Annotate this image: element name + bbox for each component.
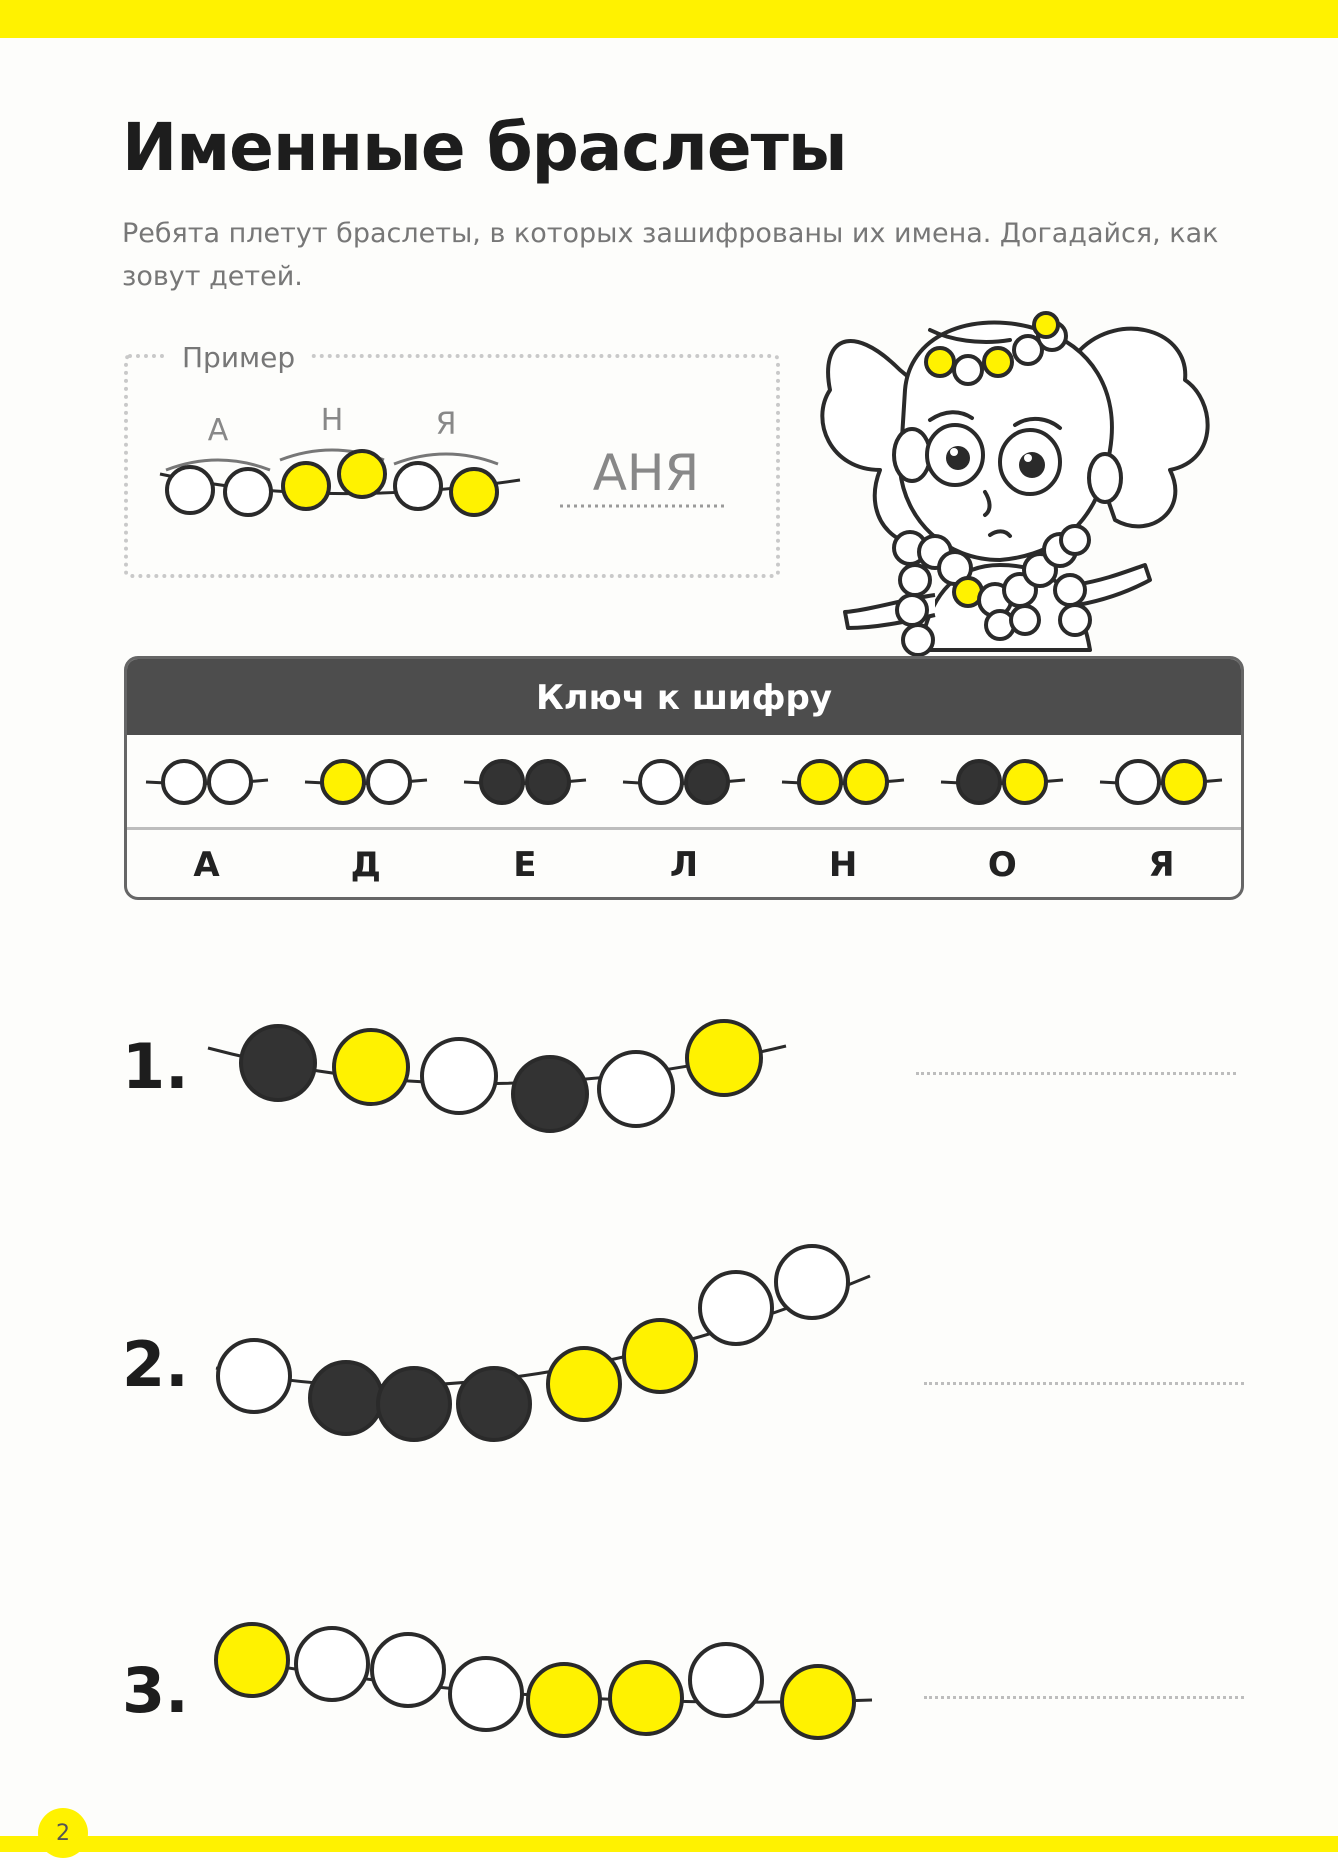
cipher-key-letter-4: Л — [669, 845, 699, 885]
cipher-key-title: Ключ к шифру — [127, 659, 1241, 735]
task-2-string — [216, 1276, 870, 1386]
task-2-bead-2 — [310, 1362, 382, 1434]
cipher-key-pair-5 — [768, 746, 918, 816]
cipher-key-bead — [686, 761, 728, 803]
task-2-bead-6 — [624, 1320, 696, 1392]
cipher-key-cell-3 — [445, 746, 604, 816]
task-3-bead-3 — [372, 1634, 444, 1706]
cipher-key-bead — [958, 761, 1000, 803]
cipher-key-beads-row — [127, 735, 1241, 830]
task-1-bead-1 — [241, 1026, 315, 1100]
cipher-key-letters-row — [127, 830, 1241, 900]
cipher-key-letter-7: Я — [1148, 845, 1175, 885]
cipher-key-bead — [368, 761, 410, 803]
task-2-bead-8 — [776, 1246, 848, 1318]
cipher-key-letter-6: О — [987, 845, 1017, 885]
cipher-key-cell-6 — [923, 746, 1082, 816]
task-1-bracelet — [208, 1021, 786, 1131]
cipher-key-pair-6 — [927, 746, 1077, 816]
task-3-bead-1 — [216, 1624, 288, 1696]
task-2-answer-line[interactable] — [924, 1382, 1244, 1385]
page-description: Ребята плетут браслеты, в которых зашифрованы их имена. Догадайся, как зовут детей. — [122, 218, 1219, 292]
cipher-key-pair-7 — [1086, 746, 1236, 816]
task-3-bead-8 — [782, 1666, 854, 1738]
task-2-bead-1 — [218, 1340, 290, 1412]
cipher-key-cell-4 — [604, 746, 763, 816]
bottom-color-band — [0, 1836, 1338, 1852]
cipher-key-bead — [481, 761, 523, 803]
task-1-string — [208, 1046, 786, 1084]
cipher-key-bead — [527, 761, 569, 803]
task-1-answer-line[interactable] — [916, 1072, 1236, 1075]
cipher-key-table — [124, 656, 1244, 900]
cipher-key-bead — [322, 761, 364, 803]
example-letter-2: Н — [320, 403, 344, 438]
top-color-band — [0, 0, 1338, 38]
task-1-bead-6 — [687, 1021, 761, 1095]
cipher-key-bead — [1004, 761, 1046, 803]
cipher-key-letter-3: Е — [513, 845, 537, 885]
task-2-bracelet — [216, 1246, 870, 1440]
cipher-key-pair-4 — [609, 746, 759, 816]
example-letter-1: А — [207, 413, 229, 448]
task-2-bead-5 — [548, 1348, 620, 1420]
task-1-bead-2 — [334, 1030, 408, 1104]
task-3-bead-5 — [528, 1664, 600, 1736]
cipher-key-bead — [845, 761, 887, 803]
task-3-answer-line[interactable] — [924, 1696, 1244, 1699]
cipher-key-bead — [799, 761, 841, 803]
cipher-key-bead — [1117, 761, 1159, 803]
cipher-key-pair-1 — [132, 746, 282, 816]
example-answer: АНЯ — [592, 444, 700, 502]
cipher-key-cell-5 — [764, 746, 923, 816]
cipher-key-cell-7 — [1082, 746, 1241, 816]
task-3-string — [218, 1656, 872, 1702]
page-number: 2 — [38, 1808, 88, 1858]
task-2-bead-7 — [700, 1272, 772, 1344]
task-3-bead-7 — [690, 1644, 762, 1716]
cipher-key-bead — [163, 761, 205, 803]
task-3-bracelet — [216, 1624, 872, 1738]
cipher-key-cell-1 — [127, 746, 286, 816]
task-1-bead-4 — [513, 1057, 587, 1131]
task-2-number: 2. — [122, 1328, 189, 1401]
cipher-key-bead — [1163, 761, 1205, 803]
cipher-key-bead — [640, 761, 682, 803]
task-1-bead-3 — [422, 1039, 496, 1113]
task-2-bead-3 — [378, 1368, 450, 1440]
cipher-key-letter-5: Н — [828, 845, 858, 885]
example-letter-3: Я — [435, 407, 457, 442]
example-label: Пример — [168, 338, 309, 378]
task-1-bead-5 — [599, 1052, 673, 1126]
task-3-number: 3. — [122, 1654, 189, 1727]
example-box — [124, 354, 780, 578]
task-3-bead-4 — [450, 1658, 522, 1730]
task-3-bead-2 — [296, 1628, 368, 1700]
cipher-key-pair-3 — [450, 746, 600, 816]
cipher-key-letter-1: А — [193, 845, 220, 885]
task-2-bead-4 — [458, 1368, 530, 1440]
cipher-key-cell-2 — [286, 746, 445, 816]
page-title: Именные браслеты — [122, 109, 847, 186]
cipher-key-pair-2 — [291, 746, 441, 816]
cipher-key-letter-2: Д — [350, 845, 381, 885]
cipher-key-bead — [209, 761, 251, 803]
task-3-bead-6 — [610, 1662, 682, 1734]
task-1-number: 1. — [122, 1030, 189, 1103]
